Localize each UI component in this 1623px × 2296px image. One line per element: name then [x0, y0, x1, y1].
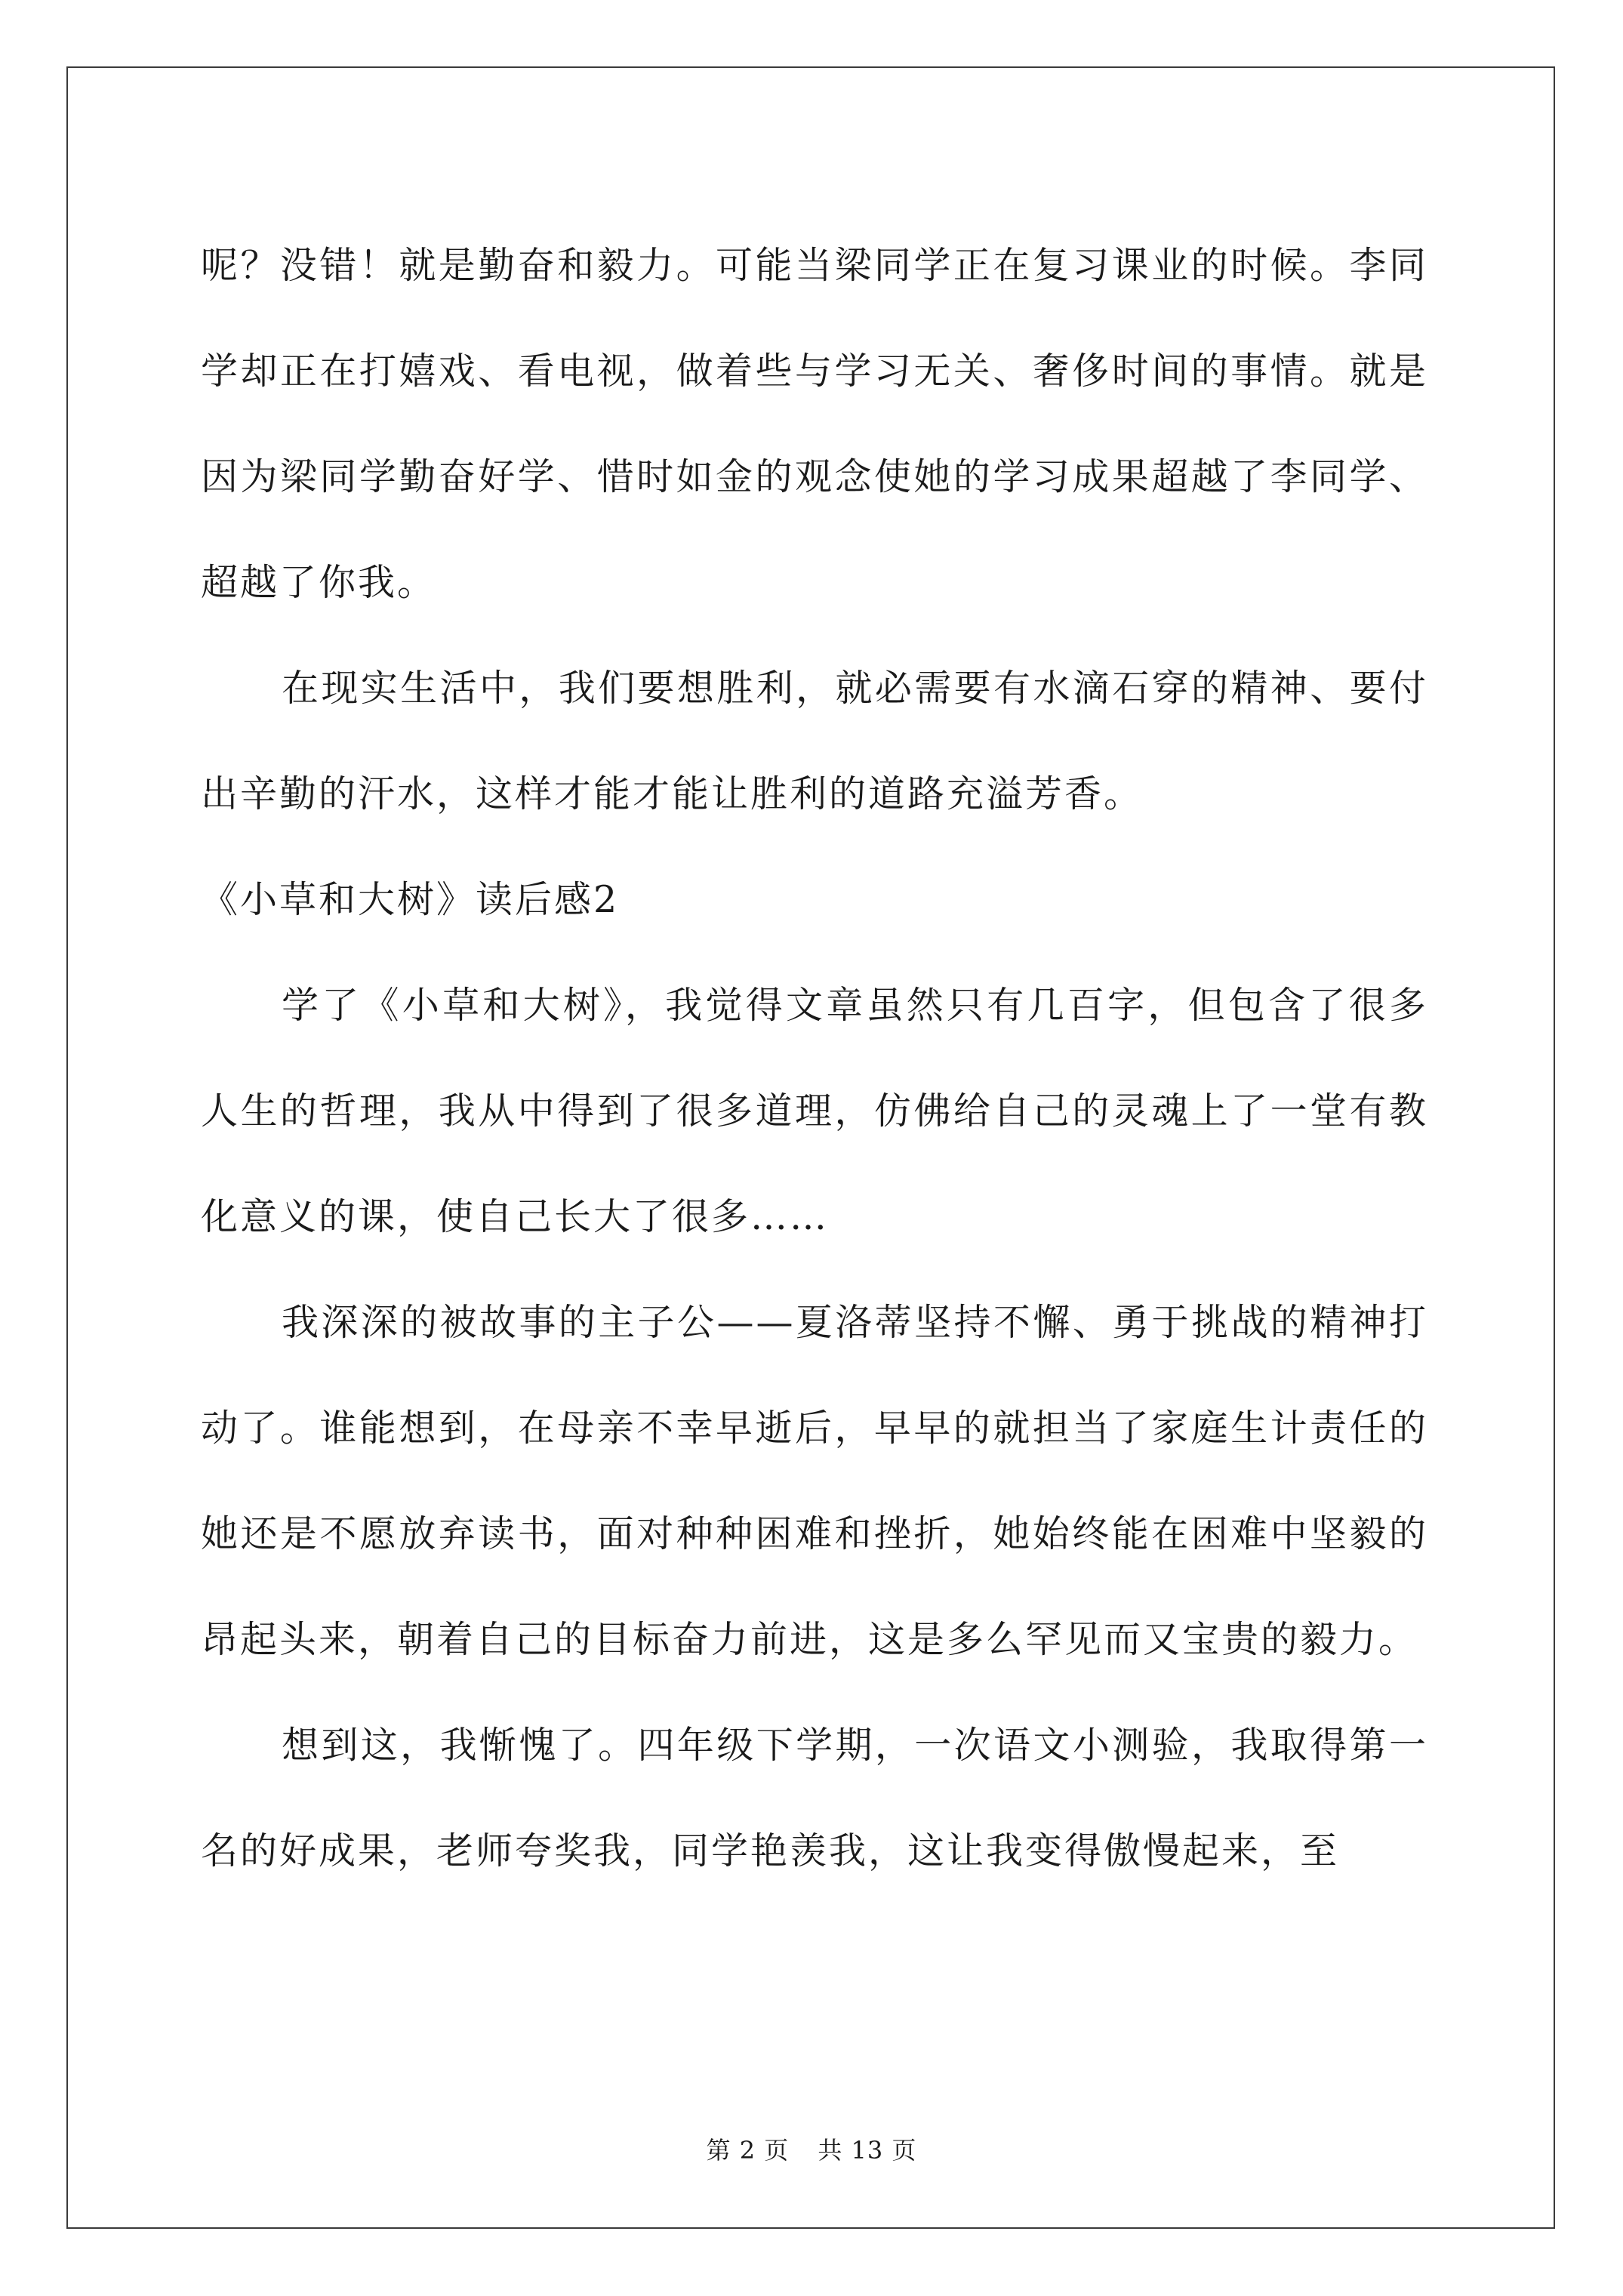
paragraph-5: 想到这，我惭愧了。四年级下学期，一次语文小测验，我取得第一名的好成果，老师夸奖我，同学艳羡我，这让我变得傲慢起来，至 [201, 1724, 1428, 1872]
section-heading: 《小草和大树》读后感2 [201, 878, 620, 921]
page-total: 共 13 页 [818, 2136, 917, 2165]
page-number: 第 2 页 [706, 2136, 790, 2165]
paragraph-2: 在现实生活中，我们要想胜利，就必需要有水滴石穿的精神、要付出辛勤的汗水，这样才能才能让胜利的道路充溢芳香。 [201, 667, 1428, 815]
page-footer [0, 2135, 1623, 2165]
paragraph-4: 我深深的被故事的主子公——夏洛蒂坚持不懈、勇于挑战的精神打动了。谁能想到，在母亲不幸早逝后，早早的就担当了家庭生计责任的她还是不愿放弃读书，面对种种困难和挫折，她始终能在困难中坚毅的昂起头来，朝着自己的目标奋力前进，这是多么罕见而又宝贵的毅力。 [201, 1301, 1428, 1661]
paragraph-1: 呢？没错！就是勤奋和毅力。可能当梁同学正在复习课业的时候。李同学却正在打嬉戏、看电视，做着些与学习无关、奢侈时间的事情。就是因为梁同学勤奋好学、惜时如金的观念使她的学习成果超越了李同学、超越了你我。 [201, 244, 1428, 604]
document-body [201, 213, 1428, 1904]
paragraph-3: 学了《小草和大树》，我觉得文章虽然只有几百字，但包含了很多人生的哲理，我从中得到了很多道理，仿佛给自己的灵魂上了一堂有教化意义的课，使自己长大了很多…… [201, 984, 1428, 1238]
